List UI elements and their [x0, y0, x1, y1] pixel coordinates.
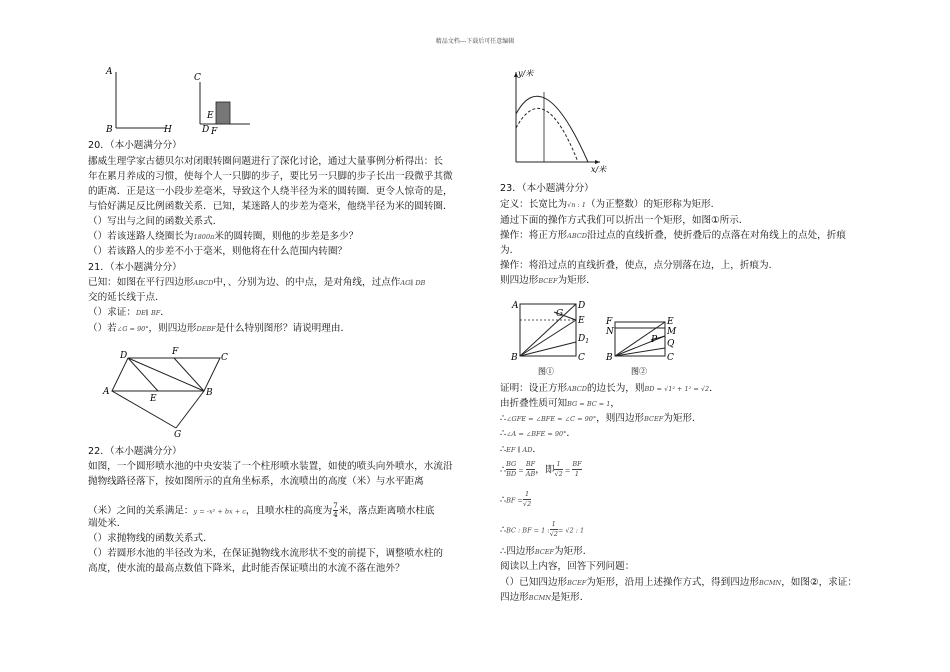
label-F: F [211, 127, 218, 137]
q23-line-3: 操作：将正方形ABCD沿过点的直线折叠，使折叠后的点落在对角线上的点处，折痕 [500, 230, 846, 241]
label-B: B [606, 353, 613, 363]
proof-line-6: ∴ $\frac{BG}{BD}$ = $\frac{BF}{AB}$ ，即 $\frac{1}{√2}$ = $\frac{BF}{1}$ [500, 460, 582, 478]
q23-line-4: 为． [500, 245, 520, 256]
label-A: A [512, 301, 519, 311]
figure-1 [508, 296, 598, 380]
label-E: E [150, 394, 157, 404]
q22-title: 22．（本小题满分分） [88, 446, 182, 457]
label-B: B [511, 353, 518, 363]
label-D1: $D_1$ [578, 334, 590, 345]
q23-line-2: 通过下面的操作方式我们可以折出一个矩形，如图①所示． [500, 215, 749, 226]
q21-title: 21．（本小题满分分） [88, 262, 182, 273]
q23-line-5: 操作：将沿过点的直线折叠，使点，点分别落在边，上，折痕为． [500, 260, 779, 271]
parabola-solid [516, 96, 588, 162]
q20-title: 20．（本小题满分分） [88, 140, 182, 151]
q22-line-3: （米）之间的关系满足：y = -x² + bx + c，且喷水柱的高度为 $\frac{7}{4}$ 米，落点距离喷水柱底 [88, 502, 435, 519]
proof-line-1: 证明：设正方形ABCD的边长为，则BD = √1² + 1² = √2． [500, 383, 719, 394]
label-M: M [667, 327, 677, 337]
figure-2-caption: 图② [631, 367, 647, 376]
label-x-axis: x/米 [591, 165, 607, 174]
q22-line-2: 抛物线路径落下，按如图所示的直角坐标系，水流喷出的高度（米）与水平距离 [88, 476, 424, 487]
label-Q: Q [667, 339, 675, 349]
label-A: A [106, 67, 113, 77]
label-D: D [578, 301, 586, 311]
proof-line-8: ∴BC : BF = 1 : $\frac{1}{√2}$ = √2 : 1 [500, 520, 585, 538]
parallelogram-figure [100, 344, 240, 439]
proof-line-11: （）已知四边形BCEF为矩形，沿用上述操作方式，得到四边形BCMN，如图②，求证： [500, 577, 857, 588]
figure-2 [603, 312, 693, 380]
figure-1-caption: 图① [538, 367, 554, 376]
q21-line-1: 已知：如图在平行四边形ABCD中，、分别为边、的中点，是对角线，过点作AG∥ DB [88, 277, 426, 288]
label-E: E [207, 111, 214, 121]
q20-line-5: （）写出与之间的函数关系式． [88, 216, 223, 227]
label-E: E [667, 317, 674, 327]
q20-line-2: 年在累月养成的习惯，使每个人一只脚的步子，要比另一只脚的步子长出一段微乎其微 [88, 171, 453, 182]
q22-line-5: （）求抛物线的函数关系式． [88, 533, 213, 544]
label-C: C [578, 353, 585, 363]
page-header: 精品文档---下载后可任意编辑 [435, 38, 515, 45]
pole-shadow-figure [100, 62, 280, 137]
q20-line-7: （）若该路人的步差不小于毫米，则他将在什么范围内转圈？ [88, 246, 348, 257]
q20-line-6: （）若该迷路人绕圈长为1800π米的圆转圈，则他的步差是多少？ [88, 231, 359, 242]
q21-line-3: （）求证：DE∥ BF． [88, 307, 170, 318]
label-G: G [556, 309, 564, 319]
label-F: F [172, 347, 179, 357]
q21-line-4: （）若∠G = 90°，则四边形DEBF是什么特别图形？请说明理由． [88, 323, 351, 334]
proof-line-5: ∴EF ∥ AD． [500, 444, 542, 455]
proof-line-9: ∴四边形BCEF为矩形． [500, 546, 593, 557]
proof-line-7: ∴BF = $\frac{1}{√2}$ [500, 490, 532, 508]
proof-line-4: ∴∠A = ∠BFE = 90°． [500, 428, 576, 439]
label-D: D [202, 125, 210, 135]
q20-line-3: 的距离．正是这一小段步差毫米，导致这个人绕半径为米的圆转圈．更令人惊奇的是， [88, 186, 453, 197]
proof-line-10: 阅读以上内容，回答下列问题： [500, 561, 635, 572]
label-A: A [103, 387, 110, 397]
q22-line-6: （）若圆形水池的半径改为米，在保证抛物线水流形状不变的前提下，调整喷水柱的 [88, 548, 443, 559]
q23-title: 23．（本小题满分分） [500, 183, 594, 194]
label-B: B [106, 125, 113, 135]
label-B: B [206, 388, 213, 398]
fountain-graph [500, 62, 620, 177]
wall-rect [216, 102, 230, 124]
q20-line-4: 与恰好满足反比例函数关系．已知，某迷路人的步差为毫米，他绕半径为米的圆转圈． [88, 201, 453, 212]
q22-line-7: 高度，使水流的最高点数值下降米，此时能否保证喷出的水流不落在池外？ [88, 563, 405, 574]
q23-line-6: 则四边形BCEF为矩形． [500, 275, 596, 286]
label-G: G [174, 430, 182, 439]
proof-line-3: ∴∠GFE = ∠BFE = ∠C = 90°，则四边形BCEF为矩形． [500, 413, 702, 424]
label-y-axis: y/米 [518, 69, 534, 78]
label-C: C [194, 73, 201, 83]
label-C: C [667, 353, 674, 363]
q22-line-1: 如图，一个圆形喷水池的中央安装了一个柱形喷水装置，如使的喷头向外喷水，水流沿 [88, 461, 453, 472]
q21-line-2: 交的延长线于点． [88, 292, 165, 303]
label-C: C [221, 353, 228, 363]
proof-line-12: 四边形BCMN是矩形． [500, 592, 590, 603]
label-H: H [164, 125, 172, 135]
label-P: P [651, 335, 658, 345]
label-E: E [578, 316, 585, 326]
q20-line-1: 挪威生理学家古德贝尔对闭眼转圈问题进行了深化讨论，通过大量事例分析得出：长 [88, 156, 443, 167]
parabola-dashed [516, 108, 578, 162]
label-D: D [120, 351, 128, 361]
proof-line-2: 由折叠性质可知BG = BC = 1， [500, 398, 621, 409]
label-N: N [606, 327, 614, 337]
label-F: F [606, 317, 613, 327]
q22-line-4: 端处米． [88, 518, 127, 529]
q23-line-1: 定义：长宽比为√n : 1（为正整数）的矩形称为矩形． [500, 199, 721, 210]
